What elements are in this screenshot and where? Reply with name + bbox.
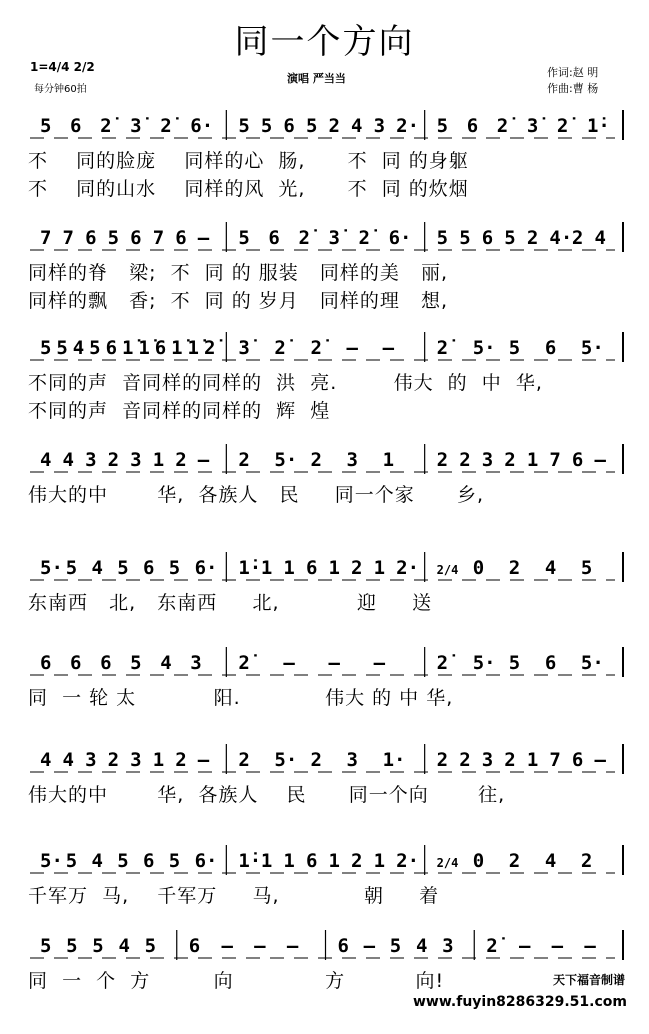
publisher-stamp: 天下福音制谱 <box>552 973 625 987</box>
note: 5 <box>40 935 52 957</box>
note: 5 <box>107 227 120 249</box>
note: 5 <box>508 337 521 359</box>
note: 4 <box>160 652 172 674</box>
note: 2 <box>107 749 120 771</box>
note: – <box>346 337 358 359</box>
lyric-line: 同 一 个 方 向 方 向! <box>28 970 445 992</box>
note: 5· <box>40 850 63 872</box>
note: 5 <box>305 115 318 137</box>
lyric-line: 伟大的中 华, 各族人 民 同一个家 乡, <box>28 484 484 506</box>
note: 4 <box>72 337 85 359</box>
note: 6 <box>305 557 318 579</box>
note: 5 <box>168 850 181 872</box>
lyric-line: 同 一 轮 太 阳. 伟大 的 中 华, <box>28 687 454 709</box>
note: 5 <box>92 935 104 957</box>
score-row <box>0 210 649 320</box>
note: 4 <box>40 449 52 471</box>
note: 2̇ <box>100 115 112 137</box>
note: – <box>594 449 606 471</box>
note: 1 <box>260 850 273 872</box>
note: 1 <box>152 449 165 471</box>
note: – <box>283 652 295 674</box>
note: 2/4 <box>436 563 459 577</box>
note: 1̇ <box>121 337 134 359</box>
note: 6 <box>143 850 155 872</box>
note: 5 <box>65 557 78 579</box>
note: 1 <box>373 557 386 579</box>
note: 5· <box>40 557 63 579</box>
note: 1 <box>382 449 395 471</box>
note: 3 <box>346 749 358 771</box>
note: 5 <box>117 557 129 579</box>
note: 1 <box>328 557 340 579</box>
note: 5 <box>56 337 68 359</box>
note: 5 <box>436 115 449 137</box>
note: 3 <box>442 935 454 957</box>
note: 2 <box>310 449 322 471</box>
score-row <box>0 540 649 650</box>
note: 3 <box>373 115 386 137</box>
note: 3̇ <box>238 337 250 359</box>
composer-credit: 作曲:曹 杨 <box>547 82 599 95</box>
lyricist-credit: 作词:赵 明 <box>547 66 599 79</box>
note: 2 <box>504 749 516 771</box>
note: 2̇ <box>298 227 310 249</box>
note: 6 <box>175 227 187 249</box>
note: 6 <box>130 227 142 249</box>
note: 6 <box>544 652 557 674</box>
note: – <box>328 652 340 674</box>
note: 7 <box>549 749 561 771</box>
note: 6 <box>337 935 349 957</box>
note: 5 <box>508 652 521 674</box>
note: 5· <box>580 652 604 674</box>
lyric-line: 同样的脊 梁; 不 同 的 服装 同样的美 丽, <box>28 262 449 284</box>
note: 2̇ <box>274 337 286 359</box>
note: 2· <box>396 115 420 137</box>
note: 6 <box>481 227 494 249</box>
note: 5 <box>89 337 101 359</box>
note: 2· <box>396 850 420 872</box>
note: 3 <box>346 449 358 471</box>
note: 1· <box>382 749 406 771</box>
note: – <box>551 935 564 957</box>
publisher-url: www.fuyin8286329.51.com <box>413 994 627 1010</box>
note: 6 <box>105 337 118 359</box>
note: 3 <box>481 749 494 771</box>
note: 5· <box>580 337 604 359</box>
note: 6· <box>190 115 214 137</box>
note: 4· <box>549 227 573 249</box>
note: 1̇· <box>238 850 262 872</box>
note: 5 <box>130 652 142 674</box>
note: 3 <box>130 749 142 771</box>
note: 6 <box>571 749 584 771</box>
note: 4 <box>351 115 363 137</box>
note: 1̇ <box>187 337 199 359</box>
lyric-line: 千军万 马, 千军万 马, 朝 着 <box>28 885 440 907</box>
note: 3 <box>85 749 97 771</box>
note: 2· <box>396 557 420 579</box>
note: 2̇ <box>358 227 371 249</box>
note: 2 <box>436 749 449 771</box>
note: 1 <box>526 749 539 771</box>
note: 2̇ <box>310 337 322 359</box>
lyric-line: 不同的声 音同样的同样的 辉 煌 <box>28 400 331 422</box>
lyric-line: 不同的声 音同样的同样的 洪 亮. 伟大 的 中 华, <box>28 372 543 394</box>
note: 2 <box>571 227 584 249</box>
note: 7 <box>549 449 561 471</box>
note: 2̇ <box>486 935 498 957</box>
note: 2 <box>504 449 516 471</box>
note: 2 <box>238 449 250 471</box>
note: 4 <box>544 850 557 872</box>
note: 4 <box>594 227 606 249</box>
score-row <box>0 732 649 842</box>
note: 1̇· <box>586 115 610 137</box>
note: 1 <box>328 850 340 872</box>
note: 2 <box>459 449 471 471</box>
note: 1 <box>373 850 386 872</box>
note: – <box>382 337 395 359</box>
note: 5· <box>472 652 496 674</box>
note: 2 <box>107 449 120 471</box>
note: 4 <box>91 557 103 579</box>
note: – <box>363 935 376 957</box>
note: 5 <box>117 850 129 872</box>
note: 5 <box>580 557 593 579</box>
note: 6 <box>188 935 201 957</box>
note: 5 <box>238 115 250 137</box>
note: 3̇ <box>130 115 142 137</box>
note: 6· <box>194 557 218 579</box>
note: 5· <box>274 449 298 471</box>
note: 3 <box>130 449 142 471</box>
note: 5 <box>436 227 449 249</box>
note: 1̇· <box>238 557 262 579</box>
note: – <box>286 935 299 957</box>
note: 2 <box>351 850 363 872</box>
note: 4 <box>118 935 130 957</box>
note: 7 <box>152 227 165 249</box>
note: 5 <box>40 115 52 137</box>
note: 2 <box>508 850 521 872</box>
note: – <box>197 749 210 771</box>
note: 2 <box>328 115 340 137</box>
lyric-line: 不 同的脸庞 同样的心 肠, 不 同 的身躯 <box>28 150 469 172</box>
note: 6 <box>466 115 479 137</box>
note: 5· <box>472 337 496 359</box>
note: 1 <box>260 557 273 579</box>
note: 2̇ <box>556 115 569 137</box>
note: 5 <box>65 850 78 872</box>
lyric-line: 伟大的中 华, 各族人 民 同一个向 往, <box>28 784 506 806</box>
key-signature: 1=4/4 2/2 <box>30 60 95 74</box>
note: 6 <box>283 115 295 137</box>
note: 1 <box>283 557 295 579</box>
note: 5 <box>40 337 52 359</box>
note: 5 <box>389 935 402 957</box>
note: 2̇ <box>436 652 449 674</box>
note: 3̇ <box>526 115 539 137</box>
note: – <box>221 935 233 957</box>
note: 6 <box>305 850 318 872</box>
note: 3 <box>481 449 494 471</box>
note: – <box>197 449 210 471</box>
note: 2 <box>526 227 539 249</box>
note: 2̇ <box>496 115 509 137</box>
note: – <box>197 227 210 249</box>
score-row <box>0 98 649 208</box>
note: – <box>518 935 531 957</box>
note: 6· <box>194 850 218 872</box>
note: 1 <box>152 749 165 771</box>
note: 4 <box>40 749 52 771</box>
note: 6 <box>40 652 52 674</box>
note: 2 <box>508 557 521 579</box>
note: 2 <box>175 449 187 471</box>
note: 2/4 <box>436 856 459 870</box>
lyric-line: 东南西 北, 东南西 北, 迎 送 <box>28 592 433 614</box>
note: 6· <box>388 227 412 249</box>
singer-credit: 演唱 严当当 <box>287 72 346 85</box>
note: 0 <box>472 850 485 872</box>
note: 3 <box>85 449 97 471</box>
note: 5 <box>66 935 78 957</box>
note: 2 <box>351 557 363 579</box>
note: 3 <box>190 652 202 674</box>
note: 6 <box>268 227 280 249</box>
note: 2̇ <box>436 337 449 359</box>
note: 2 <box>459 749 471 771</box>
score-row <box>0 918 649 1028</box>
note: 1̇ <box>138 337 150 359</box>
note: – <box>584 935 596 957</box>
note: 6 <box>70 652 82 674</box>
note: 4 <box>544 557 557 579</box>
note: 6 <box>154 337 167 359</box>
note: 4 <box>62 449 74 471</box>
note: 2 <box>175 749 187 771</box>
note: 4 <box>62 749 74 771</box>
note: 3̇ <box>328 227 340 249</box>
note: 6 <box>143 557 155 579</box>
note: 6 <box>70 115 82 137</box>
note: 5 <box>238 227 250 249</box>
note: 4 <box>91 850 103 872</box>
note: 2 <box>580 850 593 872</box>
note: 2 <box>238 749 250 771</box>
note: 5 <box>260 115 273 137</box>
note: 5 <box>459 227 471 249</box>
note: – <box>594 749 606 771</box>
note: 2 <box>310 749 322 771</box>
note: 7 <box>40 227 52 249</box>
note: – <box>254 935 266 957</box>
note: 2̇ <box>160 115 172 137</box>
note: 5 <box>144 935 157 957</box>
note: 6 <box>544 337 557 359</box>
lyric-line: 不 同的山水 同样的风 光, 不 同 的炊烟 <box>28 178 469 200</box>
note: 5 <box>168 557 181 579</box>
lyric-line: 同样的飘 香; 不 同 的 岁月 同样的理 想, <box>28 290 449 312</box>
note: 6 <box>85 227 97 249</box>
note: 5 <box>504 227 516 249</box>
note: 1 <box>283 850 295 872</box>
note: – <box>373 652 386 674</box>
note: 1̇ <box>171 337 183 359</box>
note: 2 <box>436 449 449 471</box>
score-row <box>0 432 649 542</box>
tempo-marking: 每分钟60拍 <box>34 84 87 95</box>
note: 5· <box>274 749 298 771</box>
score-row <box>0 320 649 430</box>
note: 2̇ <box>238 652 250 674</box>
score-row <box>0 635 649 745</box>
song-title: 同一个方向 <box>234 22 415 62</box>
note: 6 <box>100 652 112 674</box>
note: 1 <box>526 449 539 471</box>
note: 2̇ <box>203 337 216 359</box>
note: 4 <box>415 935 428 957</box>
note: 7 <box>62 227 74 249</box>
note: 0 <box>472 557 485 579</box>
note: 6 <box>571 449 584 471</box>
